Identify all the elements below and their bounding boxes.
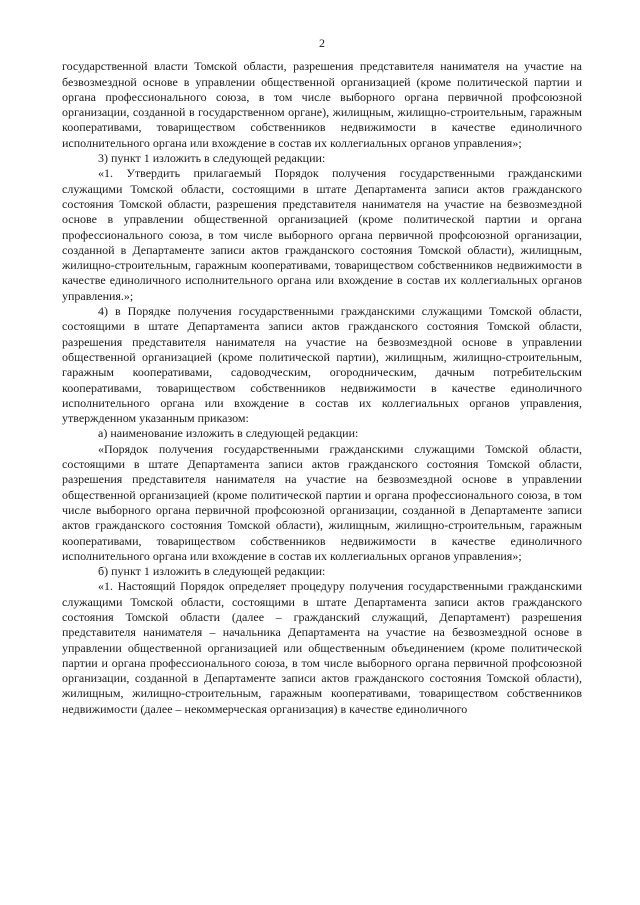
paragraph: 3) пункт 1 изложить в следующей редакции: xyxy=(98,151,326,166)
paragraph: а) наименование изложить в следующей редакции: xyxy=(98,426,359,441)
paragraph: «1. Утвердить прилагаемый Порядок получения государственными гражданскими служащими Томской области, состоящими в штате Департамента записи актов гражданского состояния Томской области, разрешения представителя нанимателя на участие на безвозмездной основе в управлении общественной организацией (кроме политической партии и органа профессионального союза, в том числе выборного органа первичной профсоюзной организации, созданной в Департаменте записи актов гражданского состояния Томской области), жилищным, жилищно-строительным, гаражным кооперативами, товариществом собственников недвижимости в качестве единоличного исполнительного органа или вхождение в состав их коллегиальных органов управления.»; xyxy=(62,166,582,303)
page-number: 2 xyxy=(319,36,325,50)
paragraph: «1. Настоящий Порядок определяет процедуру получения государственными гражданскими служащими Томской области, состоящими в штате Департамента записи актов гражданского состояния Томской области (далее – гражданский служащий, Департамент) разрешения представителя нанимателя – начальника Департамента на участие на безвозмездной основе в управлении общественной организацией или общественным объединением (кроме политической партии и органа профессионального союза, в том числе выборного органа первичной профсоюзной организации, созданной в Департаменте записи актов гражданского состояния Томской области), жилищным, жилищно-строительным, гаражным кооперативами, товариществом собственников недвижимости (далее – некоммерческая организация) в качестве единоличного xyxy=(62,579,582,716)
paragraph: государственной власти Томской области, разрешения представителя нанимателя на участие на безвозмездной основе в управлении общественной организацией (кроме политической партии и органа профессионального союза, в том числе выборного органа первичной профсоюзной организации, созданной в государственном органе), жилищным, жилищно-строительным, гаражным кооперативами, товариществом собственников недвижимости в качестве единоличного исполнительного органа или вхождение в состав их коллегиальных органов управления»; xyxy=(62,59,582,150)
paragraph: б) пункт 1 изложить в следующей редакции: xyxy=(98,564,326,579)
paragraph: 4) в Порядке получения государственными гражданскими служащими Томской области, состоящими в штате Департамента записи актов гражданского состояния Томской области, разрешения представителя нанимателя на участие на безвозмездной основе в управлении общественной организацией (кроме политической партии), жилищным, жилищно-строительным, гаражным кооперативами, садоводческим, огородническим, дачным потребительским кооперативами, товариществом собственников недвижимости в качестве единоличного исполнительного органа или вхождение в состав их коллегиальных органов управления, утвержденном указанным приказом: xyxy=(62,304,582,426)
paragraph: «Порядок получения государственными гражданскими служащими Томской области, состоящими в штате Департамента записи актов гражданского состояния Томской области, разрешения представителя нанимателя на участие на безвозмездной основе в управлении общественной организацией (кроме политической партии и органа профессионального союза, в том числе выборного органа первичной профсоюзной организации, созданной в Департаменте записи актов гражданского состояния Томской области), жилищным, жилищно-строительным, гаражным кооперативами, товариществом собственников недвижимости в качестве единоличного исполнительного органа или вхождение в состав их коллегиальных органов управления»; xyxy=(62,441,582,563)
document-body xyxy=(62,59,582,717)
